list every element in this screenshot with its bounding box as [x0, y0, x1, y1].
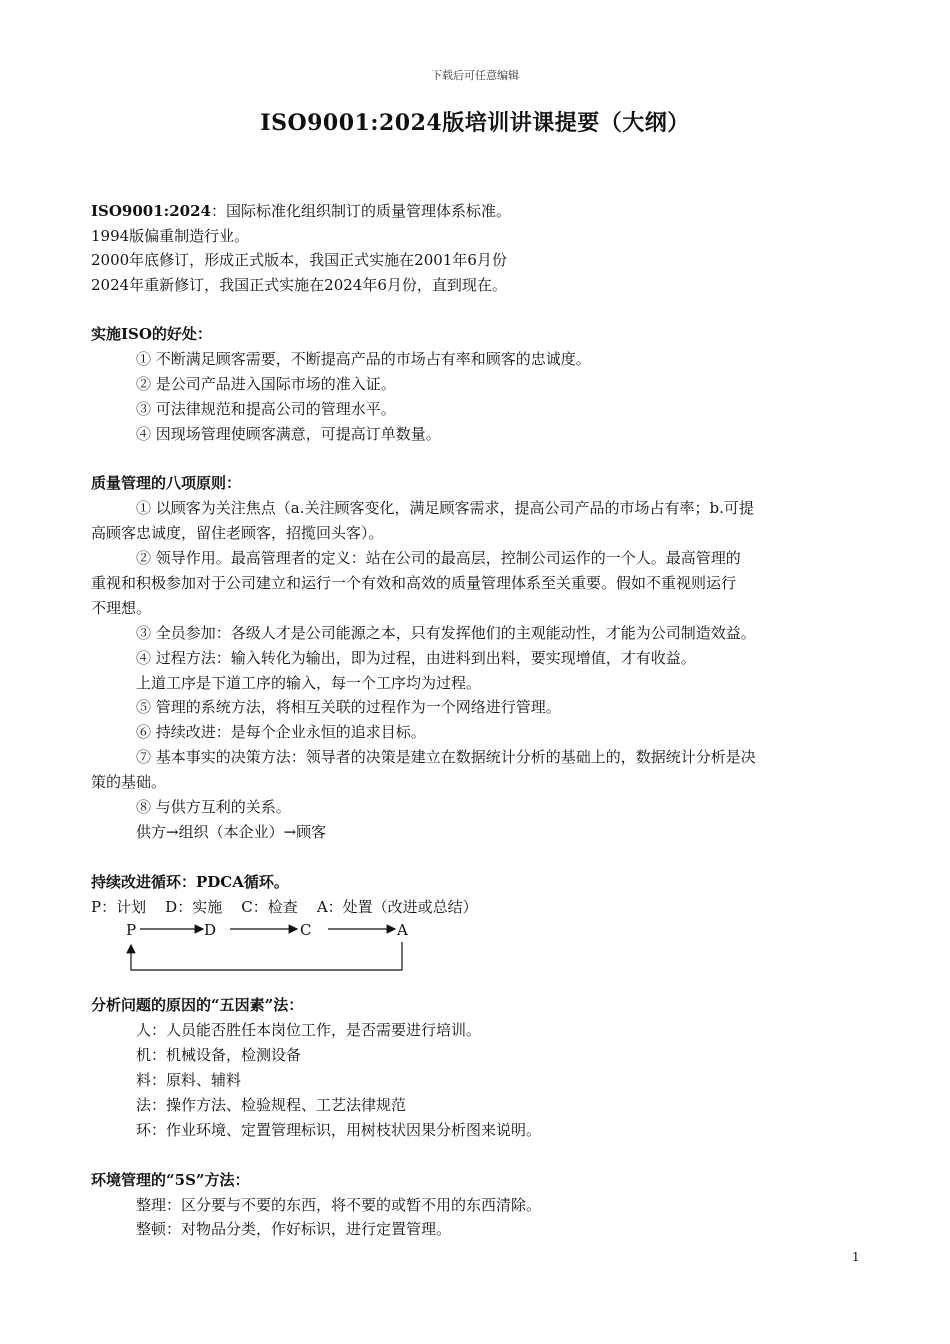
five-factors-heading: 分析问题的原因的“五因素”法： — [91, 996, 304, 1014]
principle-8: ⑧ 与供方互利的关系。 — [136, 798, 291, 816]
principle-8-note: 供方→组织（本企业）→顾客 — [136, 823, 327, 841]
principle-7-line-2: 策的基础。 — [91, 773, 167, 791]
principle-2-line-3: 不理想。 — [91, 599, 152, 617]
principles-heading: 质量管理的八项原则： — [91, 474, 242, 492]
pdca-letter-a: A — [397, 921, 408, 939]
intro-line: 1994版偏重制造行业。 — [91, 227, 250, 245]
principle-1-line-2: 高顾客忠诚度，留住老顾客，招揽回头客）。 — [91, 524, 384, 542]
pdca-letter-d: D — [204, 921, 217, 939]
benefit-item: ② 是公司产品进入国际市场的准入证。 — [136, 375, 396, 393]
factor-item: 料：原料、辅料 — [136, 1071, 242, 1089]
principle-2-line-1: ② 领导作用。最高管理者的定义：站在公司的最高层，控制公司运作的一个人。最高管理的 — [136, 549, 741, 567]
intro-line: 2000年底修订，形成正式版本，我国正式实施在2001年6月份 — [91, 251, 507, 269]
pdca-letter-p: P — [126, 921, 137, 939]
document-title: ISO9001:2024版培训讲课提要（大纲） — [260, 110, 690, 136]
pdca-arrows — [91, 920, 431, 975]
five-s-item: 整理：区分要与不要的东西，将不要的或暂不用的东西清除。 — [136, 1196, 542, 1214]
five-s-item: 整顿：对物品分类，作好标识，进行定置管理。 — [136, 1220, 452, 1238]
factor-item: 环：作业环境、定置管理标识，用树枝状因果分析图来说明。 — [136, 1121, 542, 1139]
factor-item: 人：人员能否胜任本岗位工作，是否需要进行培训。 — [136, 1021, 482, 1039]
page-number: 1 — [852, 1250, 860, 1264]
benefit-item: ④ 因现场管理使顾客满意，可提高订单数量。 — [136, 425, 441, 443]
factor-item: 法：操作方法、检验规程、工艺法律规范 — [136, 1096, 407, 1114]
factor-item: 机：机械设备，检测设备 — [136, 1046, 302, 1064]
intro-definition-text: ：国际标准化组织制订的质量管理体系标准。 — [210, 202, 511, 220]
pdca-legend: P：计划 D：实施 C：检查 A：处置（改进或总结） — [91, 898, 478, 916]
benefits-heading: 实施ISO的好处： — [91, 325, 212, 343]
benefit-item: ③ 可法律规范和提高公司的管理水平。 — [136, 400, 396, 418]
principle-2-line-2: 重视和积极参加对于公司建立和运行一个有效和高效的质量管理体系至关重要。假如不重视则运行 — [91, 574, 737, 592]
pdca-diagram — [91, 920, 431, 975]
principle-3: ③ 全员参加：各级人才是公司能源之本，只有发挥他们的主观能动性，才能为公司制造效益。 — [136, 624, 756, 642]
header-note: 下载后可任意编辑 — [431, 69, 519, 82]
principle-7-line-1: ⑦ 基本事实的决策方法：领导者的决策是建立在数据统计分析的基础上的，数据统计分析是决 — [136, 748, 756, 766]
intro-line: 2024年重新修订，我国正式实施在2024年6月份，直到现在。 — [91, 276, 507, 294]
arrow-a-back-to-p — [131, 942, 402, 970]
principle-4-note: 上道工序是下道工序的输入，每一个工序均为过程。 — [136, 674, 482, 692]
benefit-item: ① 不断满足顾客需要，不断提高产品的市场占有率和顾客的忠诚度。 — [136, 350, 591, 368]
principle-6: ⑥ 持续改进：是每个企业永恒的追求目标。 — [136, 723, 426, 741]
principle-5: ⑤ 管理的系统方法，将相互关联的过程作为一个网络进行管理。 — [136, 698, 561, 716]
intro-term: ISO9001:2024 — [91, 202, 211, 220]
pdca-letter-c: C — [300, 921, 312, 939]
five-s-heading: 环境管理的“5S”方法： — [91, 1171, 250, 1189]
intro-definition — [91, 201, 511, 221]
principle-4: ④ 过程方法：输入转化为输出，即为过程，由进料到出料，要实现增值，才有收益。 — [136, 649, 696, 667]
principle-1-line-1: ① 以顾客为关注焦点（a.关注顾客变化，满足顾客需求，提高公司产品的市场占有率；b.可提 — [136, 499, 754, 517]
pdca-heading: 持续改进循环：PDCA循环。 — [91, 873, 289, 891]
